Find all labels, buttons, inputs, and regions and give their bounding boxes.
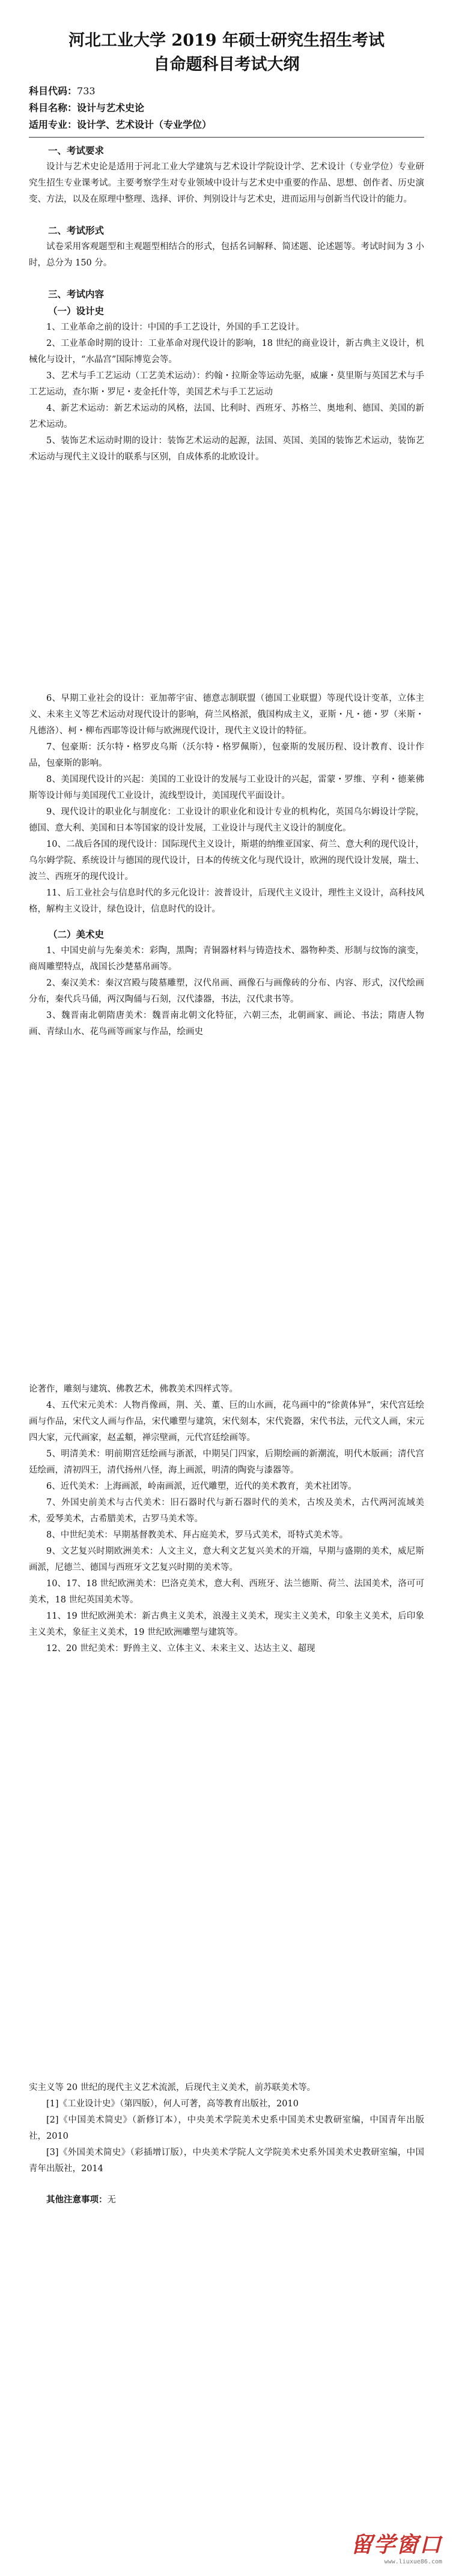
list-item: 7、外国史前美术与古代美术：旧石器时代与新石器时代的美术，古埃及美术，古代两河流域美术，爱琴美术，古希腊美术，古罗马美术等。 [29, 1498, 424, 1524]
list-item: 11、后工业社会与信息时代的多元化设计：波普设计，后现代主义设计，理性主义设计，高科技风格，解构主义设计，绿色设计，信息时代的设计。 [29, 888, 424, 914]
list-item: 3、艺术与手工艺运动（工艺美术运动）：约翰・拉斯金等运动先驱，威廉・莫里斯与英国艺术与手工艺运动，查尔斯・罗尼・麦金托什等，美国艺术与手工艺运动 [29, 371, 424, 397]
reference-item: [2]《中国美术简史》（新修订本），中央美术学院美术史系中国美术史教研室编，中国青年出版社，2010 [29, 2115, 424, 2141]
list-item: 6、近代美术：上海画派，岭南画派，近代雕塑，近代的美术教育，美术社团等。 [46, 1482, 357, 1491]
list-item: 4、五代宋元美术：人物肖像画，荆、关、董、巨的山水画，花鸟画中的“徐黄体异”，宋代宫廷绘画与作品，宋代文人画与作品，宋代雕塑与建筑，宋代刻本，宋代瓷器，宋代书法，元代文人画，宋元四大家，元代画家，赵孟頫，禅宗壁画，元代宫廷绘画等。 [29, 1401, 424, 1443]
subsection-title: （一）设计史 [48, 305, 105, 317]
doc-title-line1: 河北工业大学 2019 年硕士研究生招生考试 [68, 31, 385, 50]
list-item: 1、中国史前与先秦美术：彩陶，黑陶；青铜器材料与铸造技术、器物种类、形制与纹饰的演变，商周雕塑特点，战国长沙楚墓帛画等。 [29, 946, 424, 972]
page-4 [0, 2063, 453, 2576]
list-item: 12、20 世纪美术：野兽主义、立体主义、未来主义、达达主义、超现 [46, 1644, 315, 1653]
doc-title-line2: 自命题科目考试大纲 [153, 55, 300, 74]
section-paragraph: 设计与艺术史论是适用于河北工业大学建筑与艺术设计学院设计学、艺术设计（专业学位）专业研究生招生专业课考试。主要考察学生对专业领域中设计与艺术史中重要的作品、思想、创作者、历史演变、方法，以及在原理中整理、选择、评价、判别设计与艺术史，进而运用与创新当代设计的能力。 [29, 162, 424, 204]
section-title: 二、考试形式 [48, 225, 105, 236]
reference-item: [1]《工业设计史》（第四版），何人可著，高等教育出版社，2010 [46, 2099, 299, 2109]
list-item: 5、明清美术：明前期宫廷绘画与浙派，中期吴门四家，后期绘画的新潮流，明代木版画；清代宫廷绘画，清初四王，清代扬州八怪，海上画派，明清的陶瓷与漆器等。 [29, 1449, 424, 1475]
list-item: 10、二战后各国的现代设计：国际现代主义设计，斯堪的纳维亚国家、荷兰、意大利的现代设计，乌尔姆学院、系统设计与德国的现代设计，日本的传统文化与现代设计，欧洲的现代设计发展，瑞士、波兰、西班牙的现代设计。 [29, 840, 424, 882]
continued-text: 实主义等 20 世纪的现代主义艺术流派，后现代主义美术，前苏联美术等。 [29, 2083, 316, 2093]
continued-text: 论著作，雕刻与建筑、佛教艺术，佛教美术四样式等。 [29, 1384, 238, 1394]
list-item: 7、包豪斯：沃尔特・格罗皮乌斯（沃尔特・格罗佩斯），包豪斯的发展历程、设计教育、设计作品，包豪斯的影响。 [29, 742, 424, 768]
list-item: 5、装饰艺术运动时期的设计：装饰艺术运动的起源，法国、英国、美国的装饰艺术运动，装饰艺术运动与现代主义设计的联系与区别，自成体系的北欧设计。 [29, 436, 424, 462]
section-title: 三、考试内容 [48, 288, 105, 300]
site-watermark [351, 2528, 442, 2565]
subsection-title: （二）美术史 [48, 929, 105, 940]
page-2 [0, 667, 453, 1324]
list-item: 6、早期工业社会的设计：亚加蒂宇宙、德意志制联盟（德国工业联盟）等现代设计变革，立体主义、未来主义等艺术运动对现代设计的影响，荷兰风格派，俄国构成主义，亚斯・凡・德・罗（米斯・凡德洛）、柯・柳布西耶等设计师与欧洲现代设计，现代主义设计的特征。 [29, 694, 424, 736]
list-item: 2、秦汉美术：秦汉宫殿与陵墓雕塑，汉代帛画、画像石与画像砖的分布、内容、形式，汉代绘画分布，秦代兵马俑，两汉陶俑与石刻，汉代漆器，书法，汉代隶书等。 [29, 978, 424, 1004]
applicable-major: 适用专业：设计学、艺术设计（专业学位） [29, 119, 212, 130]
list-item: 2、工业革命时期的设计：工业革命对现代设计的影响，18 世纪的商业设计，新古典主义设计，机械化与设计，“水晶宫”国际博览会等。 [29, 339, 424, 365]
subject-name: 科目名称：设计与艺术史论 [29, 102, 145, 114]
list-item: 11、19 世纪欧洲美术：新古典主义美术，浪漫主义美术，现实主义美术，印象主义美术，后印象主义美术，象征主义美术，19 世纪欧洲雕塑与建筑等。 [29, 1611, 424, 1637]
page-1 [0, 0, 453, 646]
list-item: 1、工业革命之前的设计：中国的手工艺设计，外国的手工艺设计。 [46, 323, 305, 332]
list-item: 9、现代设计的职业化与制度化：工业设计的职业化和设计专业的机构化，英国乌尔姆设计学院，德国、意大利、美国和日本等国家的设计发展，工业设计与现代主义设计的制度化。 [29, 807, 424, 833]
subject-code: 科目代码：733 [29, 85, 96, 97]
list-item: 8、中世纪美术：早期基督教美术、拜占庭美术，罗马式美术，哥特式美术等。 [46, 1530, 348, 1540]
list-item: 3、魏晋南北朝隋唐美术：魏晋南北朝文化特征，六朝三杰，北朝画家、画论、书法；隋唐人物画、青绿山水、花鸟画等画家与作品，绘画史 [29, 1011, 424, 1037]
list-item: 10、17、18 世纪欧洲美术：巴洛克美术，意大利、西班牙、法兰德斯、荷兰、法国美术，洛可可美术，18 世纪英国美术等。 [29, 1579, 424, 1605]
section-title: 一、考试要求 [48, 145, 105, 156]
other-notes: 其他注意事项：无 [46, 2195, 116, 2205]
watermark-url: www.liuxue86.com [384, 2559, 442, 2565]
section-paragraph: 试卷采用客观题型和主观题型相结合的形式，包括名词解释、简述题、论述题等。考试时间为 3 小时，总分为 150 分。 [29, 242, 424, 268]
list-item: 4、新艺术运动：新艺术运动的风格，法国、比利时、西班牙、苏格兰、奥地利、德国、美国的新艺术运动。 [29, 404, 424, 429]
reference-item: [3]《外国美术简史》（彩插增订版），中央美术学院人文学院美术史系外国美术史教研室编，中国青年出版社，2014 [29, 2148, 424, 2174]
list-item: 9、文艺复兴时期欧洲美术：人文主义，意大利文艺复兴美术的开端，早期与盛期的美术，威尼斯画派，尼德兰、德国与西班牙文艺复兴时期的美术等。 [29, 1547, 424, 1572]
list-item: 8、美国现代设计的兴起：美国的工业设计的发展与工业设计的兴起，雷蒙・罗维、亨利・德莱佛斯等设计师与美国现代工业设计，流线型设计，美国现代平面设计。 [29, 775, 424, 801]
page-3 [0, 1357, 453, 2015]
watermark-logo: 留学窗口 [350, 2533, 442, 2557]
